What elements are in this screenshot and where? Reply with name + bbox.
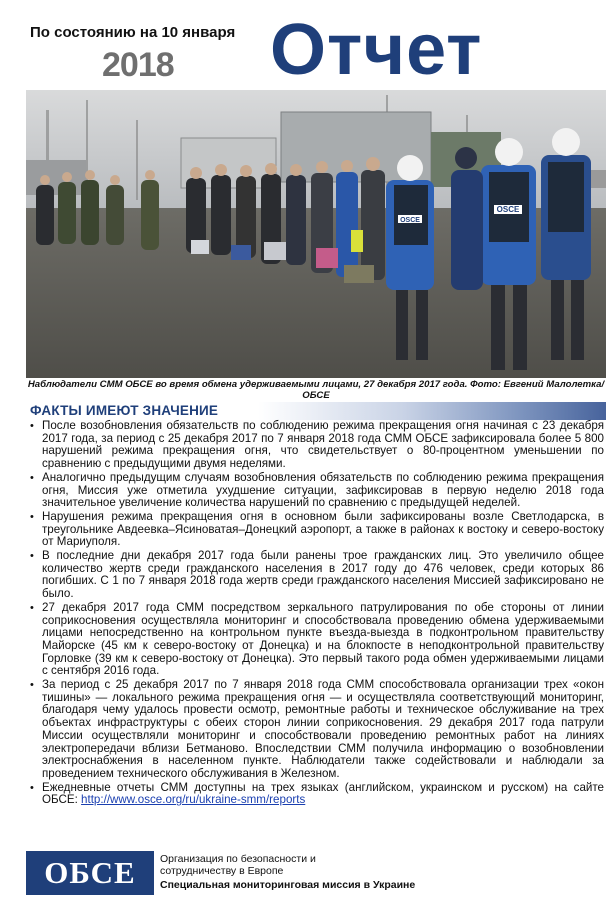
vest-label: OSCE <box>496 205 520 214</box>
list-item: • В последние дни декабря 2017 года были ранены трое гражданских лиц. Это увеличило общее количество жертв среди гражданского населения в 2017 году до 476 человек, среди которых 86 погибших. С 1 по 7 января 2018 года жертв среди гражданского населения Миссией зафиксировано не было. <box>30 549 604 601</box>
footer <box>26 851 606 901</box>
prisoner-exchange-photo <box>26 90 606 378</box>
list-item: • Ежедневные отчеты СММ доступны на трех языках (английском, украинском и русском) на сайте ОБСЕ: http://www.osce.org/ru/ukraine-smm/reports <box>30 780 604 807</box>
bullet-icon: • <box>30 550 34 563</box>
bullet-icon: • <box>30 510 34 523</box>
bullet-icon: • <box>30 679 34 692</box>
report-year: 2018 <box>102 46 174 84</box>
facts-heading: ФАКТЫ ИМЕЮТ ЗНАЧЕНИЕ <box>30 403 219 418</box>
list-item: • Нарушения режима прекращения огня в основном были зафиксированы возле Светлодарска, в треугольнике Авдеевка–Ясиноватая–Донецкий аэропорт, а также в районах к востоку и северо-востоку от Мариуполя. <box>30 509 604 549</box>
bullet-icon: • <box>30 781 34 794</box>
date-line: По состоянию на 10 января <box>30 24 236 41</box>
org-name-line2: сотрудничеству в Европе <box>160 865 284 877</box>
mission-name: Специальная мониторинговая миссия в Украине <box>160 879 416 891</box>
report-title: Отчет <box>270 10 483 90</box>
bullet-icon: • <box>30 420 34 432</box>
vest-label: OSCE <box>400 217 420 224</box>
photo-caption: Наблюдатели СММ ОБСЕ во время обмена удерживаемыми лицами, 27 декабря 2017 года. Фото: Евгений Малолетка/ОБСЕ <box>27 379 605 401</box>
list-item: • Аналогично предыдущим случаям возобновления обязательств по соблюдению режима прекращения огня, Миссия уже отметила ухудшение ситуации, зафиксировав в первую неделю 2018 года значительное увеличение количества нарушений по сравнению с предыдущей неделей. <box>30 470 604 510</box>
list-item: • За период с 25 декабря 2017 по 7 января 2018 года СММ способствовала организации трех «окон тишины» — локального режима прекращения огня — и осуществляла соответствующий мониторинг, благодаря чему удалось провести осмотр, ремонтные работы и техническое обслуживание на трех объектах инфраструктуры с обеих сторон линии соприкосновения. 29 декабря 2017 года патрули Миссии осуществляли мониторинг и способствовали проведению ремонтных работ на линиях электропередачи вблизи Бетманово. Впоследствии СММ получила информацию о возобновлении электроснабжения в населенном пункте. Наблюдатели также содействовали и наблюдали за проведением технического обслуживания в Железном. <box>30 678 604 780</box>
facts-heading-bar <box>26 402 606 420</box>
cover-photo <box>26 90 606 378</box>
list-item: • После возобновления обязательств по соблюдению режима прекращения огня начиная с 23 декабря 2017 года, за период с 25 декабря 2017 по 7 января 2018 года СММ ОБСЕ зафиксировала более 5 800 нарушений режима прекращения огня, что свидетельствует о 80-процентном уменьшении по сравнению с предыдущими двумя неделями. <box>30 419 604 471</box>
bullet-icon: • <box>30 471 34 484</box>
report-header <box>0 0 607 90</box>
org-name-line1: Организация по безопасности и <box>160 853 316 865</box>
facts-list <box>28 420 604 808</box>
bullet-icon: • <box>30 601 34 614</box>
osce-logo: ОБСЕ <box>26 851 154 895</box>
reports-link[interactable]: http://www.osce.org/ru/ukraine-smm/reports <box>81 793 306 807</box>
list-item: • 27 декабря 2017 года СММ посредством зеркального патрулирования по обе стороны от линии соприкосновения осуществляла мониторинг и способствовала проведению обмена удерживаемыми лицами непосредственно на контрольном пункте въезда-выезда в подконтрольном правительству Майорске (45 км к северо-востоку от Донецка) и на блокпосте в неподконтрольной правительству Горловке (39 км к северо-востоку от Донецка). Это первый такого рода обмен удерживаемыми лицами с сентября 2016 года. <box>30 600 604 678</box>
